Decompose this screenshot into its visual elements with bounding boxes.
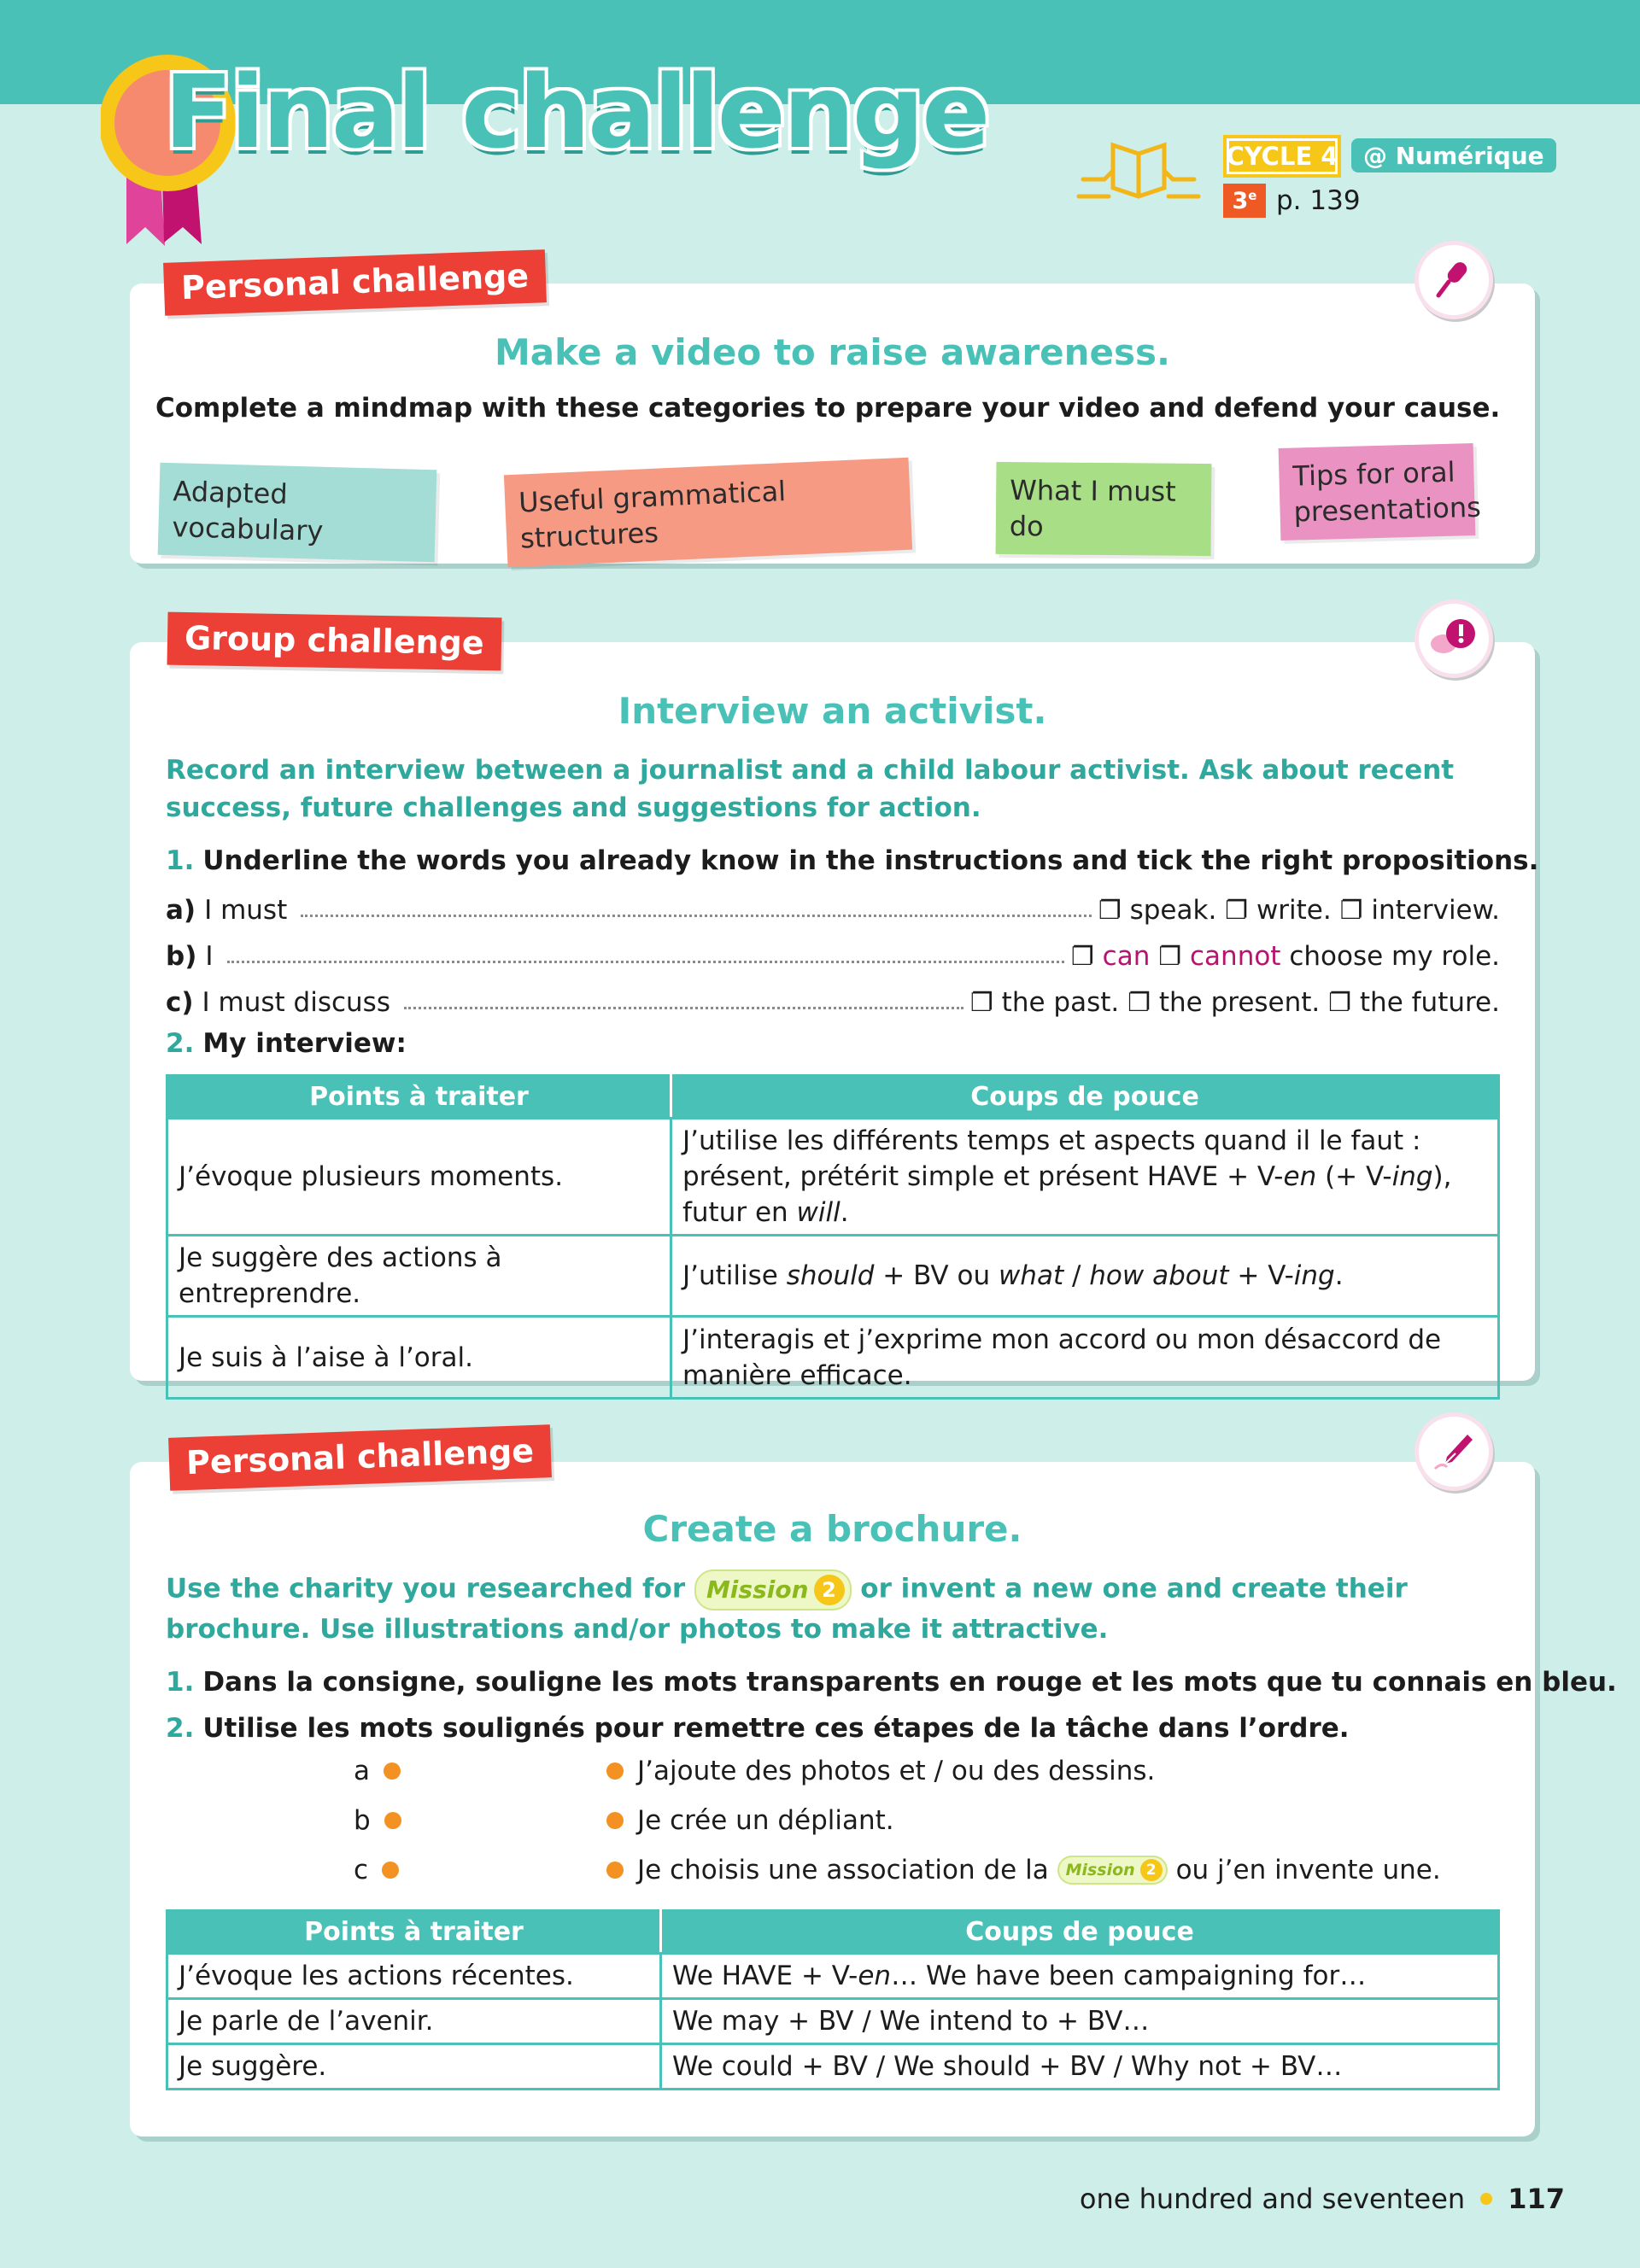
- step-text: Dans la consigne, souligne les mots transparents en rouge et les mots que tu connais en bleu.: [202, 1667, 1617, 1698]
- table-cell: Je suggère.: [167, 2044, 661, 2090]
- prop-letter: b): [166, 941, 197, 972]
- card-title: Interview an activist.: [618, 690, 1047, 732]
- dotted-line: [227, 961, 1064, 963]
- level-sup: e: [1248, 188, 1257, 203]
- step-2: [166, 1025, 407, 1062]
- card-instruction: Complete a mindmap with these categories to prepare your video and defend your cause.: [155, 393, 1501, 424]
- challenge-tag: Personal challenge: [163, 249, 547, 315]
- option-write: write.: [1256, 895, 1332, 926]
- checkbox[interactable]: ❐: [1128, 988, 1151, 1018]
- prop-letter: a): [166, 895, 196, 926]
- proposition-b: [166, 934, 1500, 972]
- table-row: [167, 1119, 1499, 1236]
- match-letter-b: b: [354, 1802, 401, 1839]
- match-letter-a: a: [354, 1752, 401, 1790]
- step-2: [166, 1710, 1350, 1747]
- prop-letter: c): [166, 987, 194, 1018]
- match-item: Je choisis une association de la Mission 2 ou j’en invente une.: [606, 1851, 1441, 1889]
- microphone-icon-badge: [1414, 241, 1493, 319]
- option-cannot: cannot: [1190, 941, 1281, 972]
- step-text: My interview:: [202, 1028, 407, 1059]
- table-cell: Je parle de l’avenir.: [167, 1999, 661, 2044]
- match-dot[interactable]: [606, 1862, 624, 1879]
- mission-label: Mission: [706, 1575, 809, 1604]
- prop-text: I: [205, 941, 214, 972]
- proposition-c: [166, 980, 1500, 1018]
- page-number: 117: [1508, 2183, 1565, 2215]
- mission-number: 2: [1140, 1859, 1163, 1881]
- step-text: Underline the words you already know in the instructions and tick the right propositions.: [202, 845, 1539, 876]
- table-cell: J’utilise les différents temps et aspects quand il le faut : présent, prétérit simple et présent HAVE + V-en (+ V-ing), futur en will.: [671, 1119, 1499, 1236]
- step-1: [166, 842, 1538, 880]
- note-grammatical-structures: Useful grammatical structures: [504, 458, 912, 568]
- challenge-tag: Personal challenge: [168, 1424, 552, 1490]
- card-title: Make a video to raise awareness.: [495, 331, 1170, 373]
- option-past: the past.: [1001, 987, 1120, 1018]
- page-title: Final challenge: [164, 53, 988, 171]
- checkbox[interactable]: ❐: [1070, 942, 1094, 972]
- table-cell: J’utilise should + BV ou what / how about + V-ing.: [671, 1236, 1499, 1317]
- pen-icon-badge: [1414, 1412, 1493, 1491]
- challenge-tag: Group challenge: [167, 612, 501, 671]
- speech-bubble-icon-badge: [1414, 599, 1493, 678]
- table-row: [167, 1236, 1499, 1317]
- page-number-words: one hundred and seventeen: [1079, 2183, 1466, 2215]
- option-interview: interview.: [1371, 895, 1500, 926]
- prop-text: I must: [204, 895, 288, 926]
- table-header: Points à traiter: [167, 1076, 671, 1119]
- checkbox[interactable]: ❐: [1328, 988, 1352, 1018]
- match-dot[interactable]: [606, 1762, 624, 1780]
- note-adapted-vocabulary: Adapted vocabulary: [158, 463, 437, 562]
- proposition-a: [166, 888, 1500, 926]
- table-cell: We may + BV / We intend to + BV…: [661, 1999, 1499, 2044]
- card-instruction: Record an interview between a journalist and a child labour activist. Ask about recent success, future challenges and suggestions for action.: [166, 755, 1455, 823]
- step-number: 2.: [166, 1713, 195, 1744]
- reading-book-icon: [1075, 128, 1203, 207]
- option-speak: speak.: [1129, 895, 1217, 926]
- table-header: Coups de pouce: [671, 1076, 1499, 1119]
- dotted-line: [301, 915, 1092, 917]
- checkbox[interactable]: ❐: [1158, 942, 1182, 972]
- table-cell: Je suggère des actions à entreprendre.: [167, 1236, 671, 1317]
- prop-text: I must discuss: [202, 987, 390, 1018]
- checkbox[interactable]: ❐: [1225, 896, 1249, 926]
- match-dot[interactable]: [384, 1812, 401, 1829]
- table-cell: We could + BV / We should + BV / Why not + BV…: [661, 2044, 1499, 2090]
- dotted-line: [404, 1007, 964, 1009]
- step-number: 1.: [166, 845, 195, 876]
- option-future: the future.: [1359, 987, 1500, 1018]
- table-header: Coups de pouce: [661, 1911, 1499, 1954]
- speech-bubble-exclamation-icon: [1428, 615, 1479, 663]
- interview-table: [166, 1074, 1500, 1400]
- checkbox[interactable]: ❐: [1098, 896, 1122, 926]
- table-cell: We HAVE + V-en… We have been campaigning for…: [661, 1954, 1499, 1999]
- card-instruction: Use the charity you researched for Mission 2 or invent a new one and create their brochure. Use illustrations and/or photos to make it attractive.: [166, 1569, 1500, 1648]
- table-row: [167, 2044, 1499, 2090]
- note-what-i-must-do: What I must do: [996, 462, 1212, 556]
- step-1: [166, 1663, 1617, 1701]
- table-row: [167, 1954, 1499, 1999]
- step-number: 2.: [166, 1028, 195, 1059]
- match-item: Je crée un dépliant.: [606, 1802, 894, 1839]
- table-cell: J’évoque les actions récentes.: [167, 1954, 661, 1999]
- brochure-table: [166, 1909, 1500, 2090]
- match-item: J’ajoute des photos et / ou des dessins.: [606, 1752, 1155, 1790]
- table-row: [167, 1317, 1499, 1399]
- mission-2-badge[interactable]: [694, 1569, 852, 1610]
- numerique-link[interactable]: @ Numérique: [1351, 138, 1556, 172]
- option-rest: choose my role.: [1289, 941, 1500, 972]
- table-cell: J’évoque plusieurs moments.: [167, 1119, 671, 1236]
- mission-label: Mission: [1065, 1861, 1135, 1879]
- cycle-badge: CYCLE 4: [1223, 135, 1341, 178]
- step-text: Utilise les mots soulignés pour remettre ces étapes de la tâche dans l’ordre.: [202, 1713, 1350, 1744]
- table-cell: J’interagis et j’exprime mon accord ou mon désaccord de manière efficace.: [671, 1317, 1499, 1399]
- match-dot[interactable]: [606, 1812, 624, 1829]
- checkbox[interactable]: ❐: [969, 988, 993, 1018]
- mission-number: 2: [814, 1575, 845, 1605]
- microphone-icon: [1430, 256, 1478, 304]
- table-row: [167, 1999, 1499, 2044]
- level-number: 3: [1232, 187, 1249, 214]
- note-oral-tips: Tips for oral presentations: [1279, 443, 1476, 541]
- mission-2-badge-small[interactable]: [1057, 1856, 1168, 1885]
- level-badge: [1223, 184, 1266, 218]
- option-can: can: [1102, 941, 1151, 972]
- match-dot[interactable]: [382, 1862, 399, 1879]
- step-number: 1.: [166, 1667, 195, 1698]
- table-header: Points à traiter: [167, 1911, 661, 1954]
- table-cell: Je suis à l’aise à l’oral.: [167, 1317, 671, 1399]
- page-footer: [1080, 2183, 1565, 2215]
- checkbox[interactable]: ❐: [1339, 896, 1363, 926]
- fountain-pen-icon: [1430, 1428, 1478, 1476]
- match-dot[interactable]: [384, 1762, 401, 1780]
- card-title: Create a brochure.: [642, 1508, 1022, 1550]
- footer-dot: [1480, 2193, 1492, 2205]
- match-letter-c: c: [354, 1851, 399, 1889]
- option-present: the present.: [1158, 987, 1321, 1018]
- page-reference: p. 139: [1276, 185, 1361, 216]
